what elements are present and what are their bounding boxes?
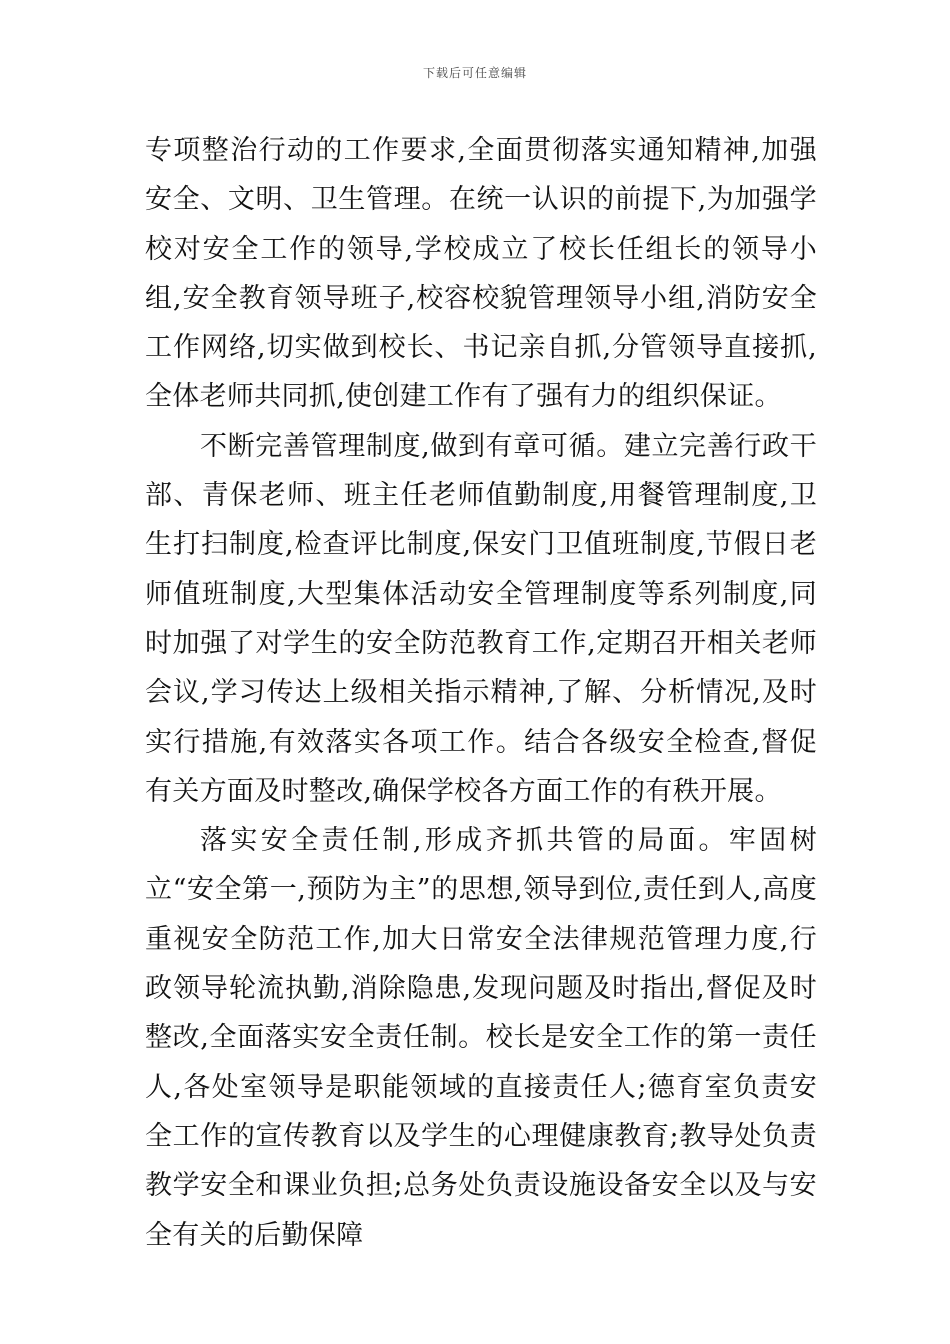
paragraph-3: 落实安全责任制,形成齐抓共管的局面。牢固树立“安全第一,预防为主”的思想,领导到位,责任到人,高度重视安全防范工作,加大日常安全法律规范管理力度,行政领导轮流执勤,消除隐患,发现问题及时指出,督促及时整改,全面落实安全责任制。校长是安全工作的第一责任人,各处室领导是职能领域的直接责任人;德育室负责安全工作的宣传教育以及学生的心理健康教育;教导处负责教学安全和课业负担;总务处负责设施设备安全以及与安全有关的后勤保障 [145, 825, 817, 1251]
paragraph-2: 不断完善管理制度,做到有章可循。建立完善行政干部、青保老师、班主任老师值勤制度,用餐管理制度,卫生打扫制度,检查评比制度,保安门卫值班制度,节假日老师值班制度,大型集体活动安全管理制度等系列制度,同时加强了对学生的安全防范教育工作,定期召开相关老师会议,学习传达上级相关指示精神,了解、分析情况,及时实行措施,有效落实各项工作。结合各级安全检查,督促有关方面及时整改,确保学校各方面工作的有秩开展。 [145, 430, 817, 807]
paragraph-1: 专项整治行动的工作要求,全面贯彻落实通知精神,加强安全、文明、卫生管理。在统一认识的前提下,为加强学校对安全工作的领导,学校成立了校长任组长的领导小组,安全教育领导班子,校容校貌管理领导小组,消防安全工作网络,切实做到校长、书记亲自抓,分管领导直接抓,全体老师共同抓,使创建工作有了强有力的组织保证。 [145, 135, 817, 413]
page-header: 下载后可任意编辑 [422, 66, 527, 80]
document-body [145, 126, 817, 1260]
